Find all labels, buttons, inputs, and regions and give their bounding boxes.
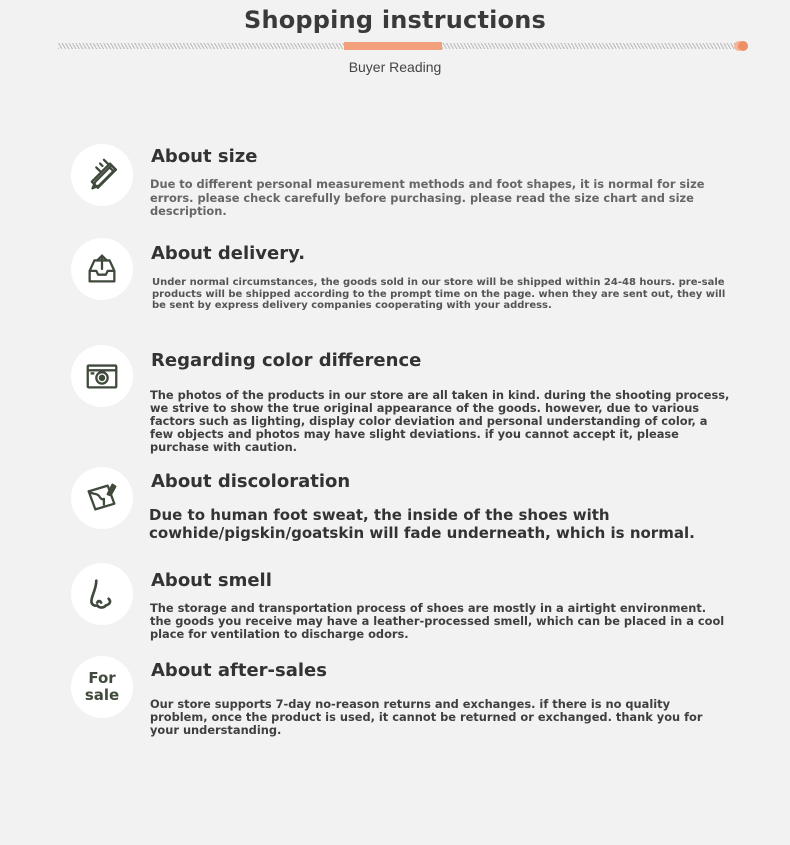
item-text-smell: The storage and transportation process of shoes are mostly in a airtight environment. the goods you receive may have a leather-processed smell, which can be placed in a cool place for ventilation to discharge odors. (150, 601, 725, 641)
for-sale-line1: For (88, 669, 116, 687)
item-text-discoloration: Due to human foot sweat, the inside of the shoes with cowhide/pigskin/goatskin will fade underneath, which is normal. (149, 506, 695, 542)
page-subtitle: Buyer Reading (348, 59, 442, 75)
paint-brush-icon (71, 467, 133, 529)
nose-icon (71, 563, 133, 625)
pencil-ruler-icon (71, 144, 133, 206)
for-sale-line2: sale (84, 686, 120, 704)
item-title-smell: About smell (151, 570, 272, 591)
header-divider-dots (734, 41, 748, 51)
item-title-delivery: About delivery. (151, 243, 306, 264)
header-divider-accent (344, 42, 442, 50)
item-text-color: The photos of the products in our store are all taken in kind. during the shooting process, we strive to show the true original appearance of the goods. however, due to various factors such as lighting, display color deviation and personal understanding of color, a few objects and photos may have slight deviations. if you cannot accept it, please purchase with caution. (150, 388, 730, 454)
camera-icon (71, 345, 133, 407)
page-title: Shopping instructions (243, 6, 547, 34)
item-text-size: Due to different personal measurement methods and foot shapes, it is normal for size errors. please check carefully before purchasing. please read the size chart and size description. (150, 177, 705, 218)
item-title-after-sales: About after-sales (151, 660, 327, 681)
item-title-discoloration: About discoloration (151, 471, 351, 492)
inbox-tray-icon (71, 238, 133, 300)
item-title-size: About size (151, 146, 258, 167)
item-text-after-sales: Our store supports 7-day no-reason returns and exchanges. if there is no quality problem, once the product is used, it cannot be returned or exchanged. thank you for your understanding. (150, 697, 703, 737)
item-text-delivery: Under normal circumstances, the goods sold in our store will be shipped within 24-48 hours. pre-sale products will be shipped according to the prompt time on the page. when they are sent out, they will be sent by express delivery companies cooperating with your address. (152, 277, 726, 311)
for-sale-text-icon (71, 656, 133, 718)
item-title-color: Regarding color difference (151, 350, 422, 371)
